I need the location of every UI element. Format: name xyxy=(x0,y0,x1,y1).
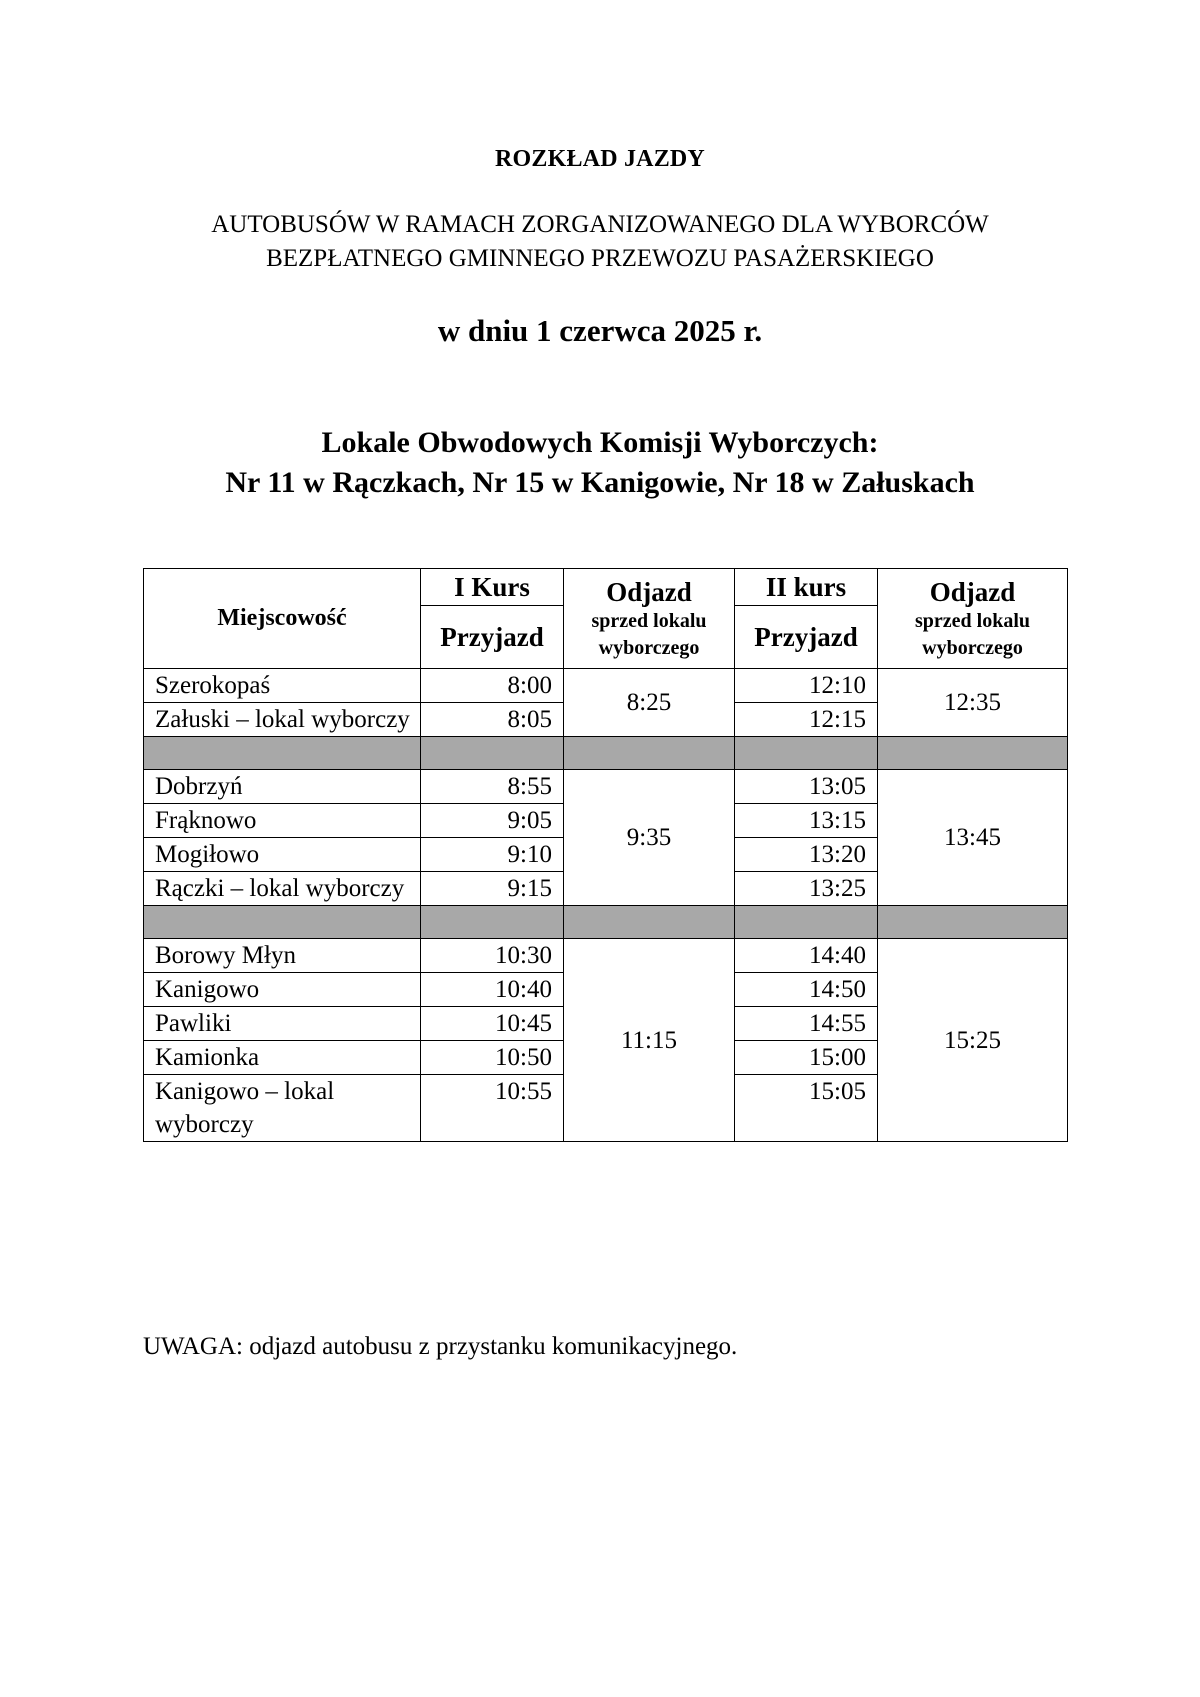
arrival-course-1-cell: 10:55 xyxy=(421,1075,564,1142)
separator-cell xyxy=(421,906,564,939)
polling-stations-list: Nr 11 w Rączkach, Nr 15 w Kanigowie, Nr 18 w Załuskach xyxy=(225,466,975,499)
header-departure-1 xyxy=(564,569,735,669)
table-row xyxy=(144,939,1068,973)
schedule-date: w dniu 1 czerwca 2025 r. xyxy=(437,313,763,348)
header-place: Miejscowość xyxy=(144,569,421,669)
arrival-course-1-cell: 10:40 xyxy=(421,973,564,1007)
arrival-course-2-cell: 15:00 xyxy=(735,1041,878,1075)
group-separator-row xyxy=(144,906,1068,939)
arrival-course-2-cell: 15:05 xyxy=(735,1075,878,1142)
arrival-course-2-cell: 12:15 xyxy=(735,703,878,737)
arrival-course-2-cell: 13:15 xyxy=(735,804,878,838)
place-cell: Borowy Młyn xyxy=(144,939,421,973)
group-separator-row xyxy=(144,737,1068,770)
header-departure-1-sub: sprzed lokalu wyborczego xyxy=(591,609,707,659)
arrival-course-2-cell: 13:25 xyxy=(735,872,878,906)
departure-course-2-cell: 13:45 xyxy=(878,770,1068,906)
note: UWAGA: odjazd autobusu z przystanku komunikacyjnego. xyxy=(143,1333,738,1360)
arrival-course-2-cell: 14:40 xyxy=(735,939,878,973)
separator-cell xyxy=(878,906,1068,939)
arrival-course-1-cell: 9:05 xyxy=(421,804,564,838)
arrival-course-1-cell: 10:50 xyxy=(421,1041,564,1075)
place-cell: Pawliki xyxy=(144,1007,421,1041)
arrival-course-1-cell: 10:45 xyxy=(421,1007,564,1041)
header-course-2: II kurs xyxy=(735,569,878,606)
place-cell: Dobrzyń xyxy=(144,770,421,804)
header-arrival-1: Przyjazd xyxy=(421,606,564,669)
place-cell: Kanigowo – lokal wyborczy xyxy=(144,1075,421,1142)
place-cell: Mogiłowo xyxy=(144,838,421,872)
arrival-course-2-cell: 13:20 xyxy=(735,838,878,872)
table-row xyxy=(144,770,1068,804)
separator-cell xyxy=(144,737,421,770)
separator-cell xyxy=(735,737,878,770)
arrival-course-1-cell: 8:05 xyxy=(421,703,564,737)
departure-course-1-cell: 9:35 xyxy=(564,770,735,906)
timetable xyxy=(143,568,1068,1142)
arrival-course-2-cell: 13:05 xyxy=(735,770,878,804)
header-departure-2-title: Odjazd xyxy=(929,576,1016,607)
header-arrival-2: Przyjazd xyxy=(735,606,878,669)
subtitle-line-1: AUTOBUSÓW W RAMACH ZORGANIZOWANEGO DLA WYBORCÓW xyxy=(211,211,989,238)
header-course-1: I Kurs xyxy=(421,569,564,606)
arrival-course-1-cell: 8:55 xyxy=(421,770,564,804)
header-departure-2 xyxy=(878,569,1068,669)
departure-course-1-cell: 11:15 xyxy=(564,939,735,1142)
separator-cell xyxy=(735,906,878,939)
document-title: ROZKŁAD JAZDY xyxy=(495,146,705,172)
place-cell: Rączki – lokal wyborczy xyxy=(144,872,421,906)
separator-cell xyxy=(144,906,421,939)
arrival-course-1-cell: 9:10 xyxy=(421,838,564,872)
arrival-course-2-cell: 12:10 xyxy=(735,669,878,703)
header-departure-1-title: Odjazd xyxy=(606,576,692,607)
departure-course-1-cell: 8:25 xyxy=(564,669,735,737)
table-row xyxy=(144,669,1068,703)
separator-cell xyxy=(421,737,564,770)
header-departure-2-sub: sprzed lokalu wyborczego xyxy=(914,609,1031,659)
departure-course-2-cell: 12:35 xyxy=(878,669,1068,737)
place-cell: Frąknowo xyxy=(144,804,421,838)
place-cell: Załuski – lokal wyborczy xyxy=(144,703,421,737)
arrival-course-1-cell: 9:15 xyxy=(421,872,564,906)
timetable-body xyxy=(144,669,1068,1142)
separator-cell xyxy=(878,737,1068,770)
arrival-course-2-cell: 14:50 xyxy=(735,973,878,1007)
separator-cell xyxy=(564,906,735,939)
arrival-course-1-cell: 10:30 xyxy=(421,939,564,973)
arrival-course-2-cell: 14:55 xyxy=(735,1007,878,1041)
arrival-course-1-cell: 8:00 xyxy=(421,669,564,703)
separator-cell xyxy=(564,737,735,770)
place-cell: Kamionka xyxy=(144,1041,421,1075)
subtitle-line-2: BEZPŁATNEGO GMINNEGO PRZEWOZU PASAŻERSKIEGO xyxy=(266,245,934,272)
polling-stations-heading: Lokale Obwodowych Komisji Wyborczych: xyxy=(321,426,879,459)
place-cell: Kanigowo xyxy=(144,973,421,1007)
departure-course-2-cell: 15:25 xyxy=(878,939,1068,1142)
place-cell: Szerokopaś xyxy=(144,669,421,703)
